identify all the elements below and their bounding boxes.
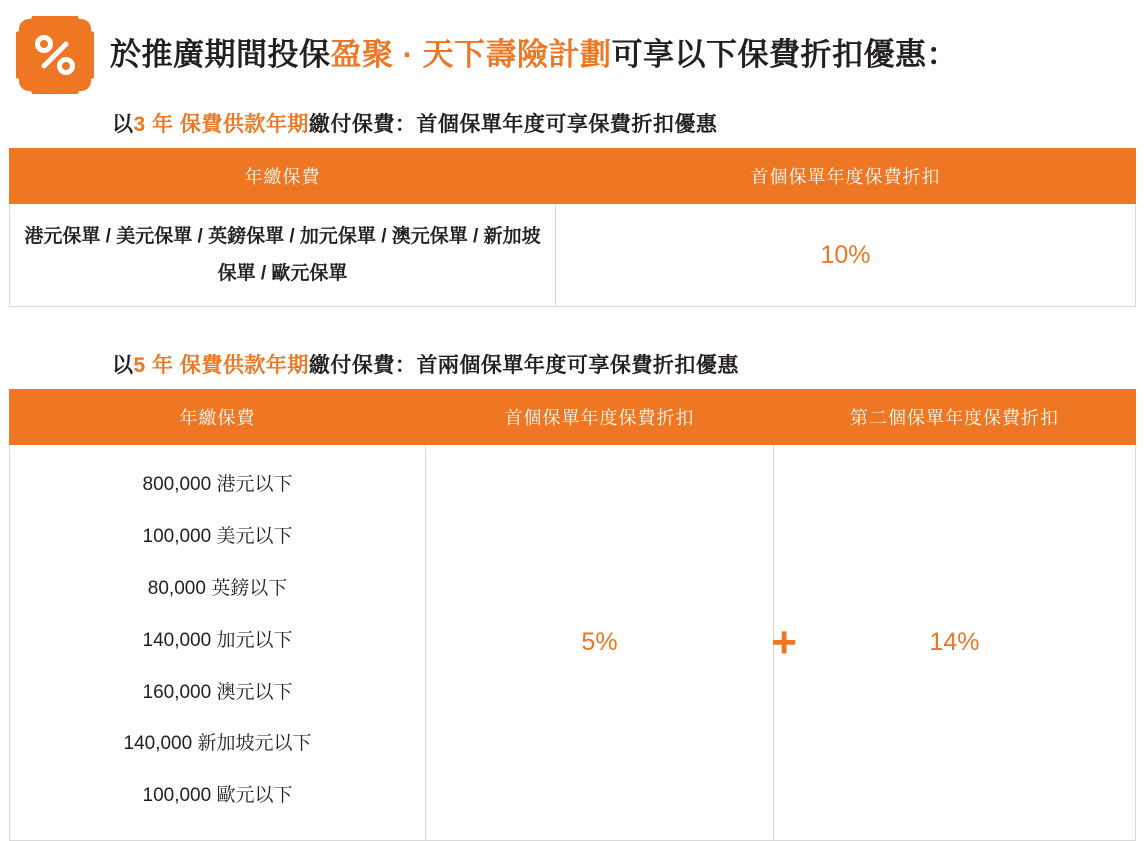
section1-subtitle-highlight: 3 年 保費供款年期 [133, 113, 309, 136]
premium-discount-table-3yr [9, 148, 1136, 307]
page-title-highlight: 盈聚 · 天下壽險計劃 [330, 37, 612, 73]
section1-subtitle-part2: 繳付保費：首個保單年度可享保費折扣優惠 [308, 113, 718, 136]
section1-subtitle-part1: 以 [112, 113, 134, 136]
section-spacer [0, 307, 1144, 349]
table2-cell-second-year-discount: 14% [774, 445, 1136, 841]
list-item: 160,000 澳元以下 [142, 681, 293, 703]
table2-col-header-second-year: 第二個保單年度保費折扣 [774, 390, 1136, 445]
first-year-discount-value: 5% [581, 628, 618, 657]
table2-col-header-premium: 年繳保費 [10, 390, 426, 445]
page-title-part2: 可享以下保費折扣優惠： [611, 37, 959, 73]
table-row [10, 204, 1136, 307]
list-item: 140,000 加元以下 [142, 629, 293, 651]
table1-cell-currency: 港元保單 / 美元保單 / 英鎊保單 / 加元保單 / 澳元保單 / 新加坡保單 / 歐元保單 [10, 204, 556, 307]
plus-icon: + [771, 617, 797, 667]
section2-subtitle-part2: 繳付保費：首兩個保單年度可享保費折扣優惠 [308, 354, 739, 378]
list-item: 100,000 美元以下 [142, 525, 293, 547]
premium-discount-table-5yr [9, 389, 1136, 841]
section2-subtitle-part1: 以 [112, 354, 134, 378]
page-title-part1: 於推廣期間投保 [110, 37, 331, 73]
section2-subtitle-highlight: 5 年 保費供款年期 [133, 354, 309, 378]
table1-col-header-discount: 首個保單年度保費折扣 [556, 149, 1136, 204]
list-item: 140,000 新加坡元以下 [123, 733, 312, 755]
table-header-row [10, 149, 1136, 204]
table2-col-header-first-year: 首個保單年度保費折扣 [426, 390, 774, 445]
list-item: 100,000 歐元以下 [142, 785, 293, 807]
percent-badge-icon [16, 16, 94, 94]
page-header [0, 0, 1144, 94]
section2-subtitle [112, 349, 1144, 379]
section1-subtitle [112, 108, 1144, 138]
list-item: 800,000 港元以下 [142, 474, 293, 496]
table-row [10, 445, 1136, 841]
table1-cell-discount: 10% [556, 204, 1136, 307]
page-title [110, 36, 958, 73]
list-item: 80,000 英鎊以下 [147, 577, 288, 599]
table2-cell-premium-list [10, 445, 426, 841]
table1-col-header-premium: 年繳保費 [10, 149, 556, 204]
table2-cell-first-year-discount [426, 445, 797, 841]
table-header-row [10, 390, 1136, 445]
